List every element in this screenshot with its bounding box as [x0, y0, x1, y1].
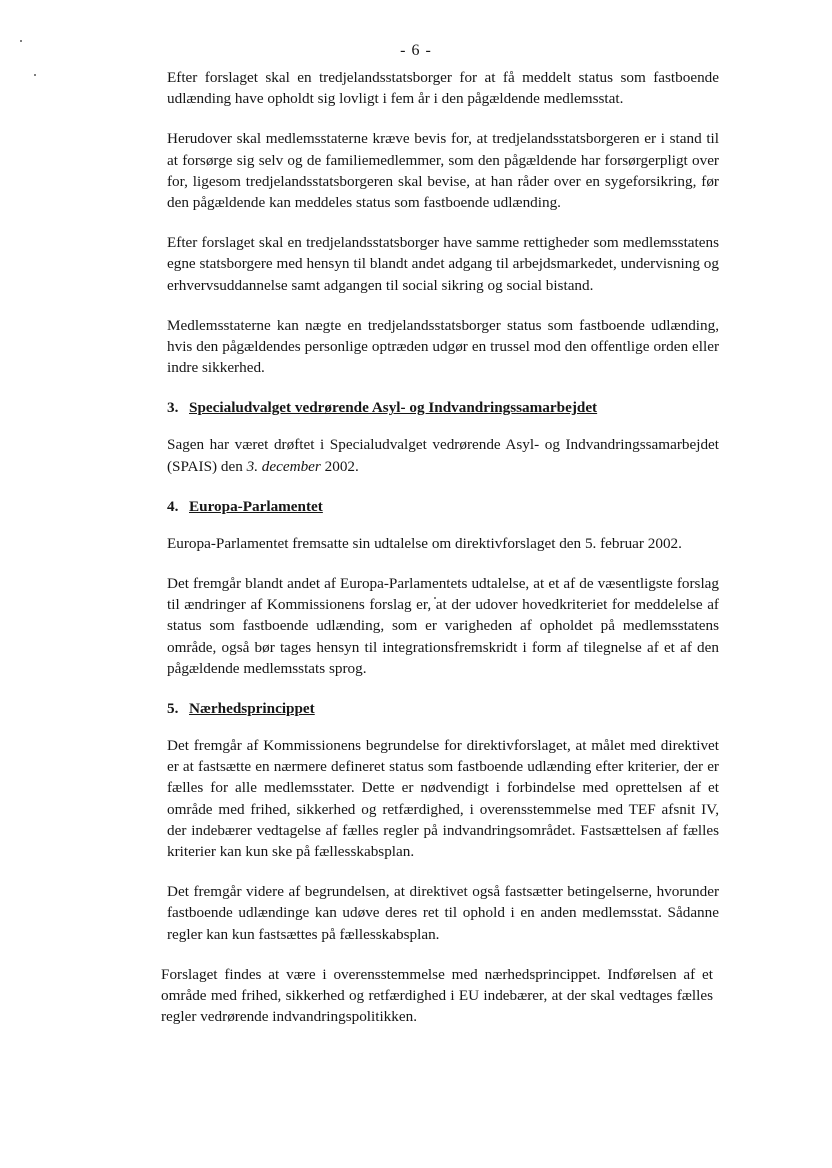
paragraph-conditions: Det fremgår videre af begrundelsen, at direktivet også fastsætter betingelserne, hvorunder fastboende udlændinge kan udøve deres ret til ophold i en anden medlemsstat. Sådanne regler kan kun fastsættes på fællesskabsplan. — [167, 883, 719, 943]
section-title: Europa-Parlamentet — [189, 497, 323, 515]
paragraph-refusal-grounds: Medlemsstaterne kan nægte en tredjelandsstatsborger status som fastboende udlænding, hvis den pågældendes personlige optræden udgør en trussel mod den offentlige orden eller indre sikkerhed. — [167, 316, 719, 377]
paragraph-residence-requirement: Efter forslaget skal en tredjelandsstatsborger for at få meddelt status som fastboende udlænding have opholdt sig lovligt i fem år i den pågældende medlemsstat. — [167, 69, 719, 108]
spais-year: 2002. — [320, 457, 359, 475]
paragraph-spais — [167, 434, 719, 476]
scan-speck — [34, 74, 36, 76]
section-number: 5. — [167, 700, 179, 718]
document-body — [161, 67, 719, 1047]
paragraph-equal-rights: Efter forslaget skal en tredjelandsstatsborger have samme rettigheder som medlemsstatens egne statsborgere med hensyn til blandt andet adgang til arbejdsmarkedet, undervisning og erhvervsuddannelse samt adgangen til social sikring og social bistand. — [167, 234, 719, 294]
section-title: Specialudvalget vedrørende Asyl- og Indvandringssamarbejdet — [189, 399, 598, 417]
page-number: - 6 - — [400, 42, 432, 59]
paragraph-proof-of-support: Herudover skal medlemsstaterne kræve bevis for, at tredjelandsstatsborgeren er i stand til at forsørge sig selv og de familiemedlemmer, som den pågældende har forsørgerpligt over for, ligesom tredjelandsstatsborgeren skal bevise, at han råder over en sygeforsikring, før den pågældende kan meddeles status som fastboende udlænding. — [167, 130, 719, 212]
paragraph-subsidiarity-conclusion: Forslaget findes at være i overensstemmelse med nærhedsprincippet. Indførelsen af et område med frihed, sikkerhed og retfærdighed i EU indebærer, at der skal vedtages fælles regler vedrørende indvandringspolitikken. — [161, 965, 713, 1026]
section-heading-4 — [167, 496, 719, 517]
paragraph-parliament-amendments: Det fremgår blandt andet af Europa-Parlamentets udtalelse, at et af de væsentligste forslag til ændringer af Kommissionens forslag er, at der udover hovedkriteriet for meddelelse af status som fastboende udlænding, som er varigheden af opholdet på medlemsstatens område, også bør tages hensyn til integrationsfremskridt i form af tilegnelse af et af den pågældende medlemsstats sprog. — [167, 575, 719, 677]
section-number: 4. — [167, 497, 179, 515]
spais-text: Sagen har været drøftet i Specialudvalget vedrørende Asyl- og Indvandringssamarbejdet (SPAIS) den — [167, 436, 719, 475]
paragraph-parliament-opinion: Europa-Parlamentet fremsatte sin udtalelse om direktivforslaget den 5. februar 2002. — [167, 534, 682, 552]
section-number: 3. — [167, 399, 179, 417]
section-heading-5 — [167, 698, 719, 719]
section-heading-3 — [167, 397, 719, 418]
paragraph-commission-rationale: Det fremgår af Kommissionens begrundelse for direktivforslaget, at målet med direktivet er at fastsætte en nærmere defineret status som fastboende udlænding efter kriterier, der er fælles for alle medlemsstater. Dette er nødvendigt i forbindelse med oprettelsen af et område med frihed, sikkerhed og retfærdighed, i overensstemmelse med TEF afsnit IV, der indebærer vedtagelse af fælles regler på indvandringsområdet. Fastsættelsen af fælles kriterier kan kun ske på fællesskabsplan. — [167, 737, 719, 861]
spais-date: 3. december — [246, 457, 321, 475]
section-title: Nærhedsprincippet — [189, 700, 315, 718]
